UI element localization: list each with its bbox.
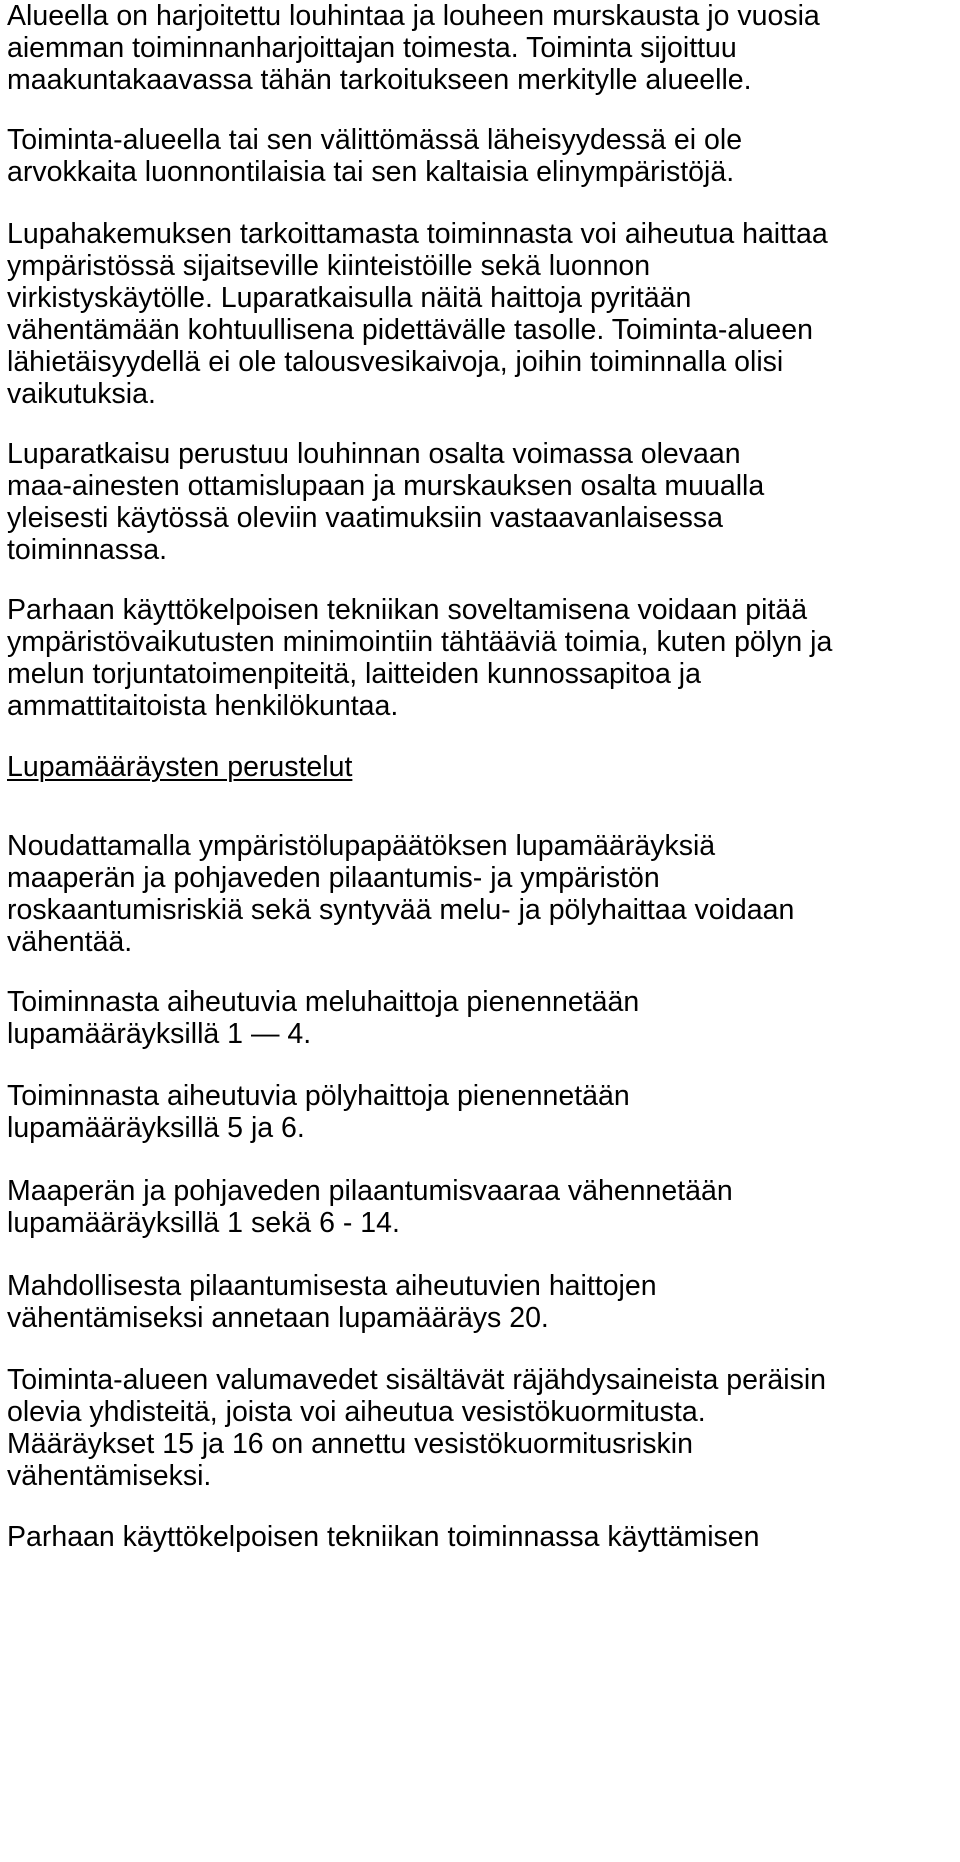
text-line: Luparatkaisu perustuu louhinnan osalta voimassa olevaan <box>7 438 741 470</box>
paragraph-12 <box>7 1521 760 1553</box>
text-line: toiminnassa. <box>7 534 167 566</box>
paragraph-10 <box>7 1270 657 1334</box>
text-line: lupamääräyksillä 5 ja 6. <box>7 1112 305 1144</box>
text-line: yleisesti käytössä oleviin vaatimuksiin vastaavanlaisessa <box>7 502 723 534</box>
text-line: vähentämään kohtuullisena pidettävälle tasolle. Toiminta-alueen <box>7 314 813 346</box>
text-line: ympäristössä sijaitseville kiinteistöille sekä luonnon <box>7 250 651 282</box>
text-line: maakuntakaavassa tähän tarkoitukseen merkitylle alueelle. <box>7 64 752 96</box>
paragraph-1 <box>7 0 820 96</box>
text-line: arvokkaita luonnontilaisia tai sen kaltaisia elinympäristöjä. <box>7 156 735 188</box>
paragraph-5 <box>7 594 832 722</box>
text-line: lupamääräyksillä 1 sekä 6 - 14. <box>7 1207 400 1239</box>
paragraph-6 <box>7 830 794 958</box>
text-line: vähentämiseksi. <box>7 1460 212 1492</box>
text-line: vähentää. <box>7 926 133 958</box>
text-line: Toiminta-alueella tai sen välittömässä läheisyydessä ei ole <box>7 124 743 156</box>
paragraph-11 <box>7 1364 826 1492</box>
paragraph-3 <box>7 218 828 410</box>
text-line: aiemman toiminnanharjoittajan toimesta. Toiminta sijoittuu <box>7 32 737 64</box>
text-line: maa-ainesten ottamislupaan ja murskauksen osalta muualla <box>7 470 765 502</box>
text-line: roskaantumisriskiä sekä syntyvää melu- ja pölyhaittaa voidaan <box>7 894 795 926</box>
paragraph-2 <box>7 124 742 188</box>
text-line: melun torjuntatoimenpiteitä, laitteiden kunnossapitoa ja <box>7 658 701 690</box>
text-line: Parhaan käyttökelpoisen tekniikan toiminnassa käyttämisen <box>7 1521 760 1553</box>
text-line: Parhaan käyttökelpoisen tekniikan soveltamisena voidaan pitää <box>7 594 808 626</box>
text-line: vähentämiseksi annetaan lupamääräys 20. <box>7 1302 549 1334</box>
text-line: Toiminnasta aiheutuvia meluhaittoja pienennetään <box>7 986 640 1018</box>
text-line: lupamääräyksillä 1 — 4. <box>7 1018 312 1050</box>
text-line: olevia yhdisteitä, joista voi aiheutua vesistökuormitusta. <box>7 1396 706 1428</box>
text-line: ympäristövaikutusten minimointiin tähtääviä toimia, kuten pölyn ja <box>7 626 833 658</box>
text-line: Toiminnasta aiheutuvia pölyhaittoja pienennetään <box>7 1080 630 1112</box>
text-line: vaikutuksia. <box>7 378 156 410</box>
text-line: Lupahakemuksen tarkoittamasta toiminnasta voi aiheutua haittaa <box>7 218 828 250</box>
text-line: Mahdollisesta pilaantumisesta aiheutuvien haittojen <box>7 1270 657 1302</box>
paragraph-4 <box>7 438 764 566</box>
paragraph-7 <box>7 986 639 1050</box>
text-line: Toiminta-alueen valumavedet sisältävät räjähdysaineista peräisin <box>7 1364 827 1396</box>
text-line: virkistyskäytölle. Luparatkaisulla näitä haittoja pyritään <box>7 282 692 314</box>
text-line: maaperän ja pohjaveden pilaantumis- ja ympäristön <box>7 862 660 894</box>
text-line: Noudattamalla ympäristölupapäätöksen lupamääräyksiä <box>7 830 716 862</box>
text-line: Alueella on harjoitettu louhintaa ja louheen murskausta jo vuosia <box>7 0 820 32</box>
paragraph-9 <box>7 1175 733 1239</box>
text-line: Maaperän ja pohjaveden pilaantumisvaaraa vähennetään <box>7 1175 733 1207</box>
section-heading: Lupamääräysten perustelut <box>7 751 353 783</box>
text-line: lähietäisyydellä ei ole talousvesikaivoja, joihin toiminnalla olisi <box>7 346 784 378</box>
text-line: Määräykset 15 ja 16 on annettu vesistökuormitusriskin <box>7 1428 693 1460</box>
text-line: ammattitaitoista henkilökuntaa. <box>7 690 399 722</box>
paragraph-8 <box>7 1080 630 1144</box>
